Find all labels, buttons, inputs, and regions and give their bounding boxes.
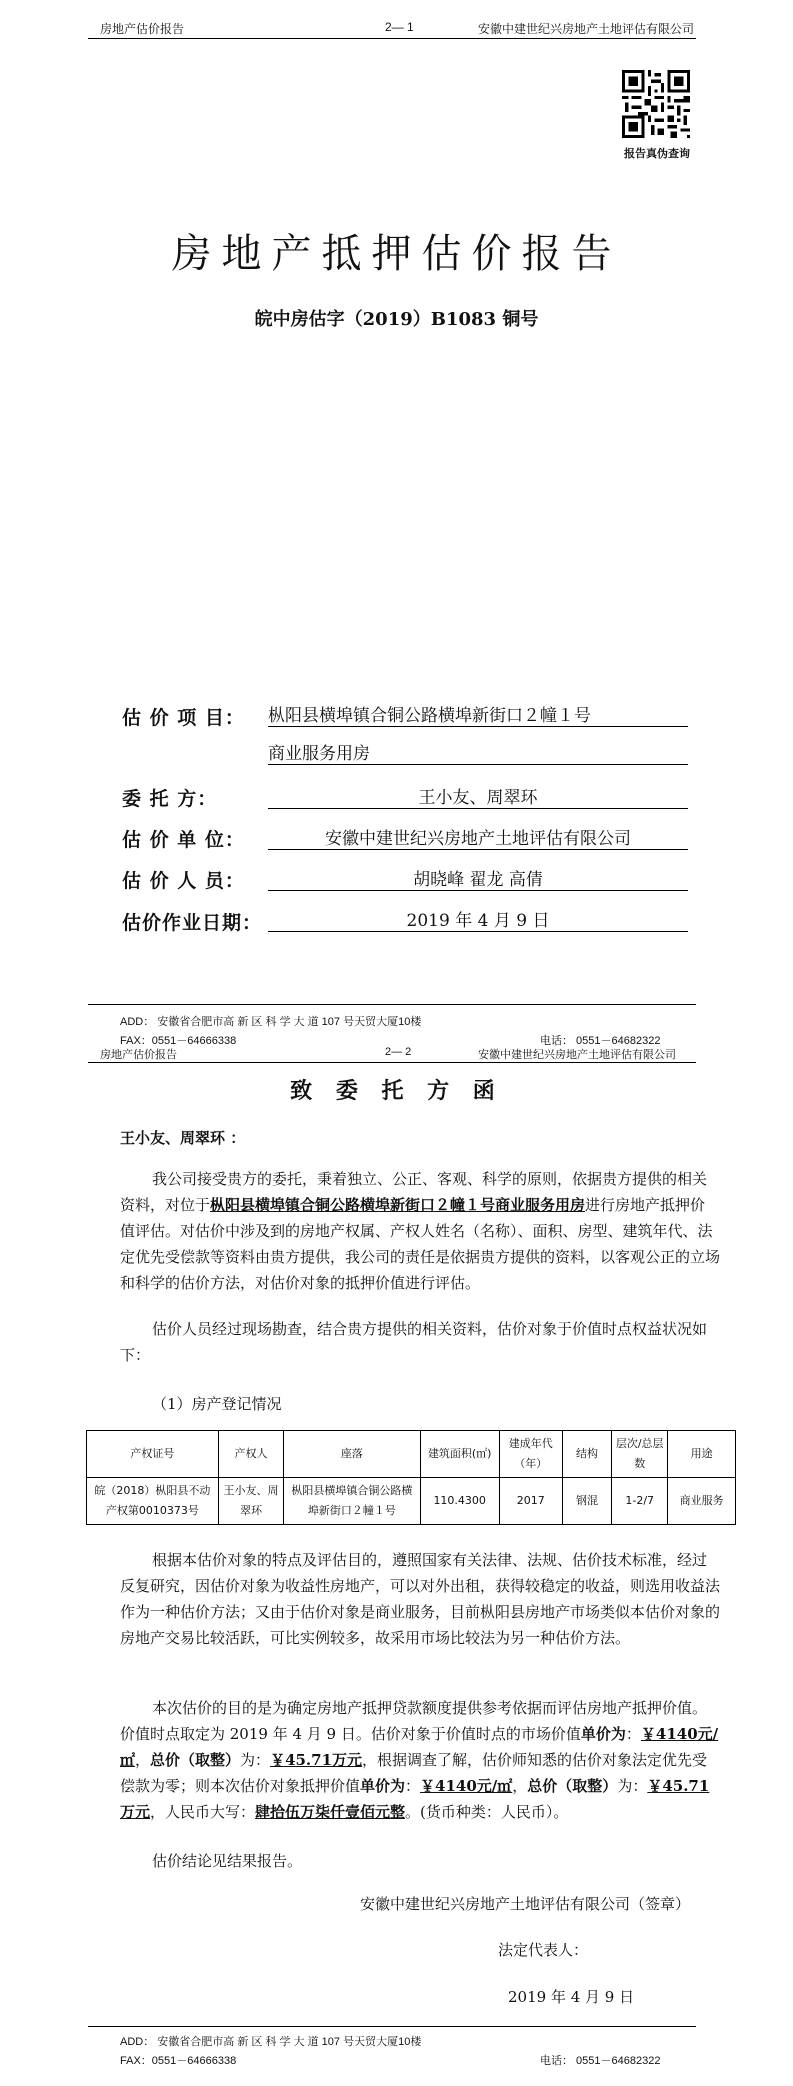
footer-address: ADD： 安徽省合肥市高 新 区 科 学 大 道 107 号天贸大厦10楼 [120, 2036, 422, 2048]
value-appraisers: 胡晓峰 翟龙 高倩 [268, 865, 688, 891]
qr-code-icon[interactable] [622, 70, 690, 138]
value-project: 枞阳县横埠镇合铜公路横埠新街口２幢１号 [268, 701, 688, 727]
label-project: 估 价 项 目： [122, 707, 245, 729]
header-right: 安徽中建世纪兴房地产土地评估有限公司 [478, 1049, 676, 1061]
signature-date: 2019 年 4 月 9 日 [508, 1988, 635, 2006]
header-left: 房地产估价报告 [100, 22, 185, 36]
value-date: 2019 年 4 月 9 日 [268, 906, 688, 932]
paragraph-2: 估价人员经过现场勘查，结合贵方提供的相关资料，估价对象于价值时点权益状况如下： [120, 1320, 708, 1364]
paragraph-5: 估价结论见结果报告。 [152, 1852, 303, 1870]
col-usage: 用途 [668, 1431, 736, 1478]
signature-representative: 法定代表人： [498, 1941, 589, 1959]
paragraph-3: 根据本估价对象的特点及评估目的，遵照国家有关法律、法规、估价技术标准，经过反复研究，因估价对象为收益性房地产，可以对外出租，获得较稳定的收益，则选用收益法作为一种估价方法；又由于估价对象是商业服务，目前枞阳县房地产市场类似本估价对象的房地产交易比较活跃，可比实例较多，故采用市场比较法为另一种估价方法。 [120, 1551, 721, 1647]
col-location: 座落 [284, 1431, 420, 1478]
value-project-line2: 商业服务用房 [268, 739, 688, 765]
header-left: 房地产估价报告 [100, 1049, 177, 1061]
cell-structure: 钢混 [562, 1478, 611, 1525]
header-right: 安徽中建世纪兴房地产土地评估有限公司 [478, 22, 695, 36]
cell-cert: 皖（2018）枞阳县不动产权第0010373号 [87, 1478, 219, 1525]
footer-fax: FAX：0551－64666338 [120, 2055, 237, 2067]
value-client: 王小友、周翠环 [268, 783, 688, 809]
mortgage-unit-price: ￥4140元/㎡ [420, 1777, 513, 1795]
header-page-number: 2— 1 [385, 20, 414, 34]
table-row [87, 1478, 736, 1525]
paragraph-1: 我公司接受贵方的委托，秉着独立、公正、客观、科学的原则，依据贵方提供的相关资料，对位于枞阳县横埠镇合铜公路横埠新街口２幢１号商业服务用房进行房地产抵押价值评估。对估价中涉及到的房地产权属、产权人姓名（名称）、面积、房型、建筑年代、法定优先受偿款等资料由贵方提供，我公司的责任是依据贵方提供的资料，以客观公正的立场和科学的估价方法，对估价对象的抵押价值进行评估。 [120, 1170, 721, 1292]
cell-year: 2017 [499, 1478, 562, 1525]
report-number: 皖中房估字（2019）B1083 铜号 [254, 309, 539, 330]
col-area: 建筑面积(㎡) [420, 1431, 499, 1478]
value-unit: 安徽中建世纪兴房地产土地评估有限公司 [268, 824, 688, 850]
header-page-number: 2— 2 [385, 1046, 412, 1058]
salutation: 王小友、周翠环 ： [120, 1129, 246, 1147]
amount-in-words: 肆拾伍万柒仟壹佰元整 [255, 1803, 406, 1821]
cell-usage: 商业服务 [668, 1478, 736, 1525]
footer-tel: 电话： 0551－64682322 [540, 1035, 661, 1047]
col-owner: 产权人 [218, 1431, 283, 1478]
label-client: 委 托 方： [122, 788, 218, 810]
cell-area: 110.4300 [420, 1478, 499, 1525]
col-structure: 结构 [562, 1431, 611, 1478]
letter-title: 致 委 托 方 函 [290, 1079, 503, 1104]
market-unit-price: ￥4140元/㎡ [120, 1725, 719, 1769]
footer-fax: FAX：0551－64666338 [120, 1035, 237, 1047]
label-appraisers: 估 价 人 员： [122, 870, 245, 892]
header-rule [88, 1062, 696, 1063]
footer-rule [88, 1004, 696, 1005]
property-address: 枞阳县横埠镇合铜公路横埠新街口２幢１号商业服务用房 [210, 1196, 586, 1214]
mortgage-total-price: ￥45.71万元 [120, 1777, 710, 1821]
report-title: 房地产抵押估价报告 [171, 231, 622, 277]
section-label: （1）房产登记情况 [152, 1395, 282, 1413]
cell-owner: 王小友、周翠环 [218, 1478, 283, 1525]
label-date: 估价作业日期： [122, 912, 263, 934]
col-cert: 产权证号 [87, 1431, 219, 1478]
paragraph-4: 本次估价的目的是为确定房地产抵押贷款额度提供参考依据而评估房地产抵押价值。价值时点取定为 2019 年 4 月 9 日。估价对象于价值时点的市场价值单价为：￥4140元/㎡，总价（取整）为：￥45.71万元，根据调查了解，估价师知悉的估价对象法定优先受偿款为零；则本次估价对象抵押价值单价为：￥4140元/㎡，总价（取整）为：￥45.71万元，人民币大写：肆拾伍万柒仟壹佰元整。(货币种类：人民币）。 [120, 1699, 719, 1821]
cell-floors: 1-2/7 [612, 1478, 668, 1525]
qr-caption: 报告真伪查询 [624, 147, 690, 160]
header-rule [88, 38, 696, 39]
col-floors: 层次/总层数 [612, 1431, 668, 1478]
market-total-price: ￥45.71万元 [270, 1751, 363, 1769]
footer-tel: 电话： 0551－64682322 [540, 2055, 661, 2067]
footer-address: ADD： 安徽省合肥市高 新 区 科 学 大 道 107 号天贸大厦10楼 [120, 1016, 422, 1028]
col-year: 建成年代（年） [499, 1431, 562, 1478]
cell-location: 枞阳县横埠镇合铜公路横埠新街口２幢１号 [284, 1478, 420, 1525]
registration-table [86, 1430, 736, 1525]
label-unit: 估 价 单 位： [122, 829, 245, 851]
signature-company: 安徽中建世纪兴房地产土地评估有限公司（签章） [360, 1895, 691, 1913]
table-header-row [87, 1431, 736, 1478]
footer-rule [88, 2026, 696, 2027]
